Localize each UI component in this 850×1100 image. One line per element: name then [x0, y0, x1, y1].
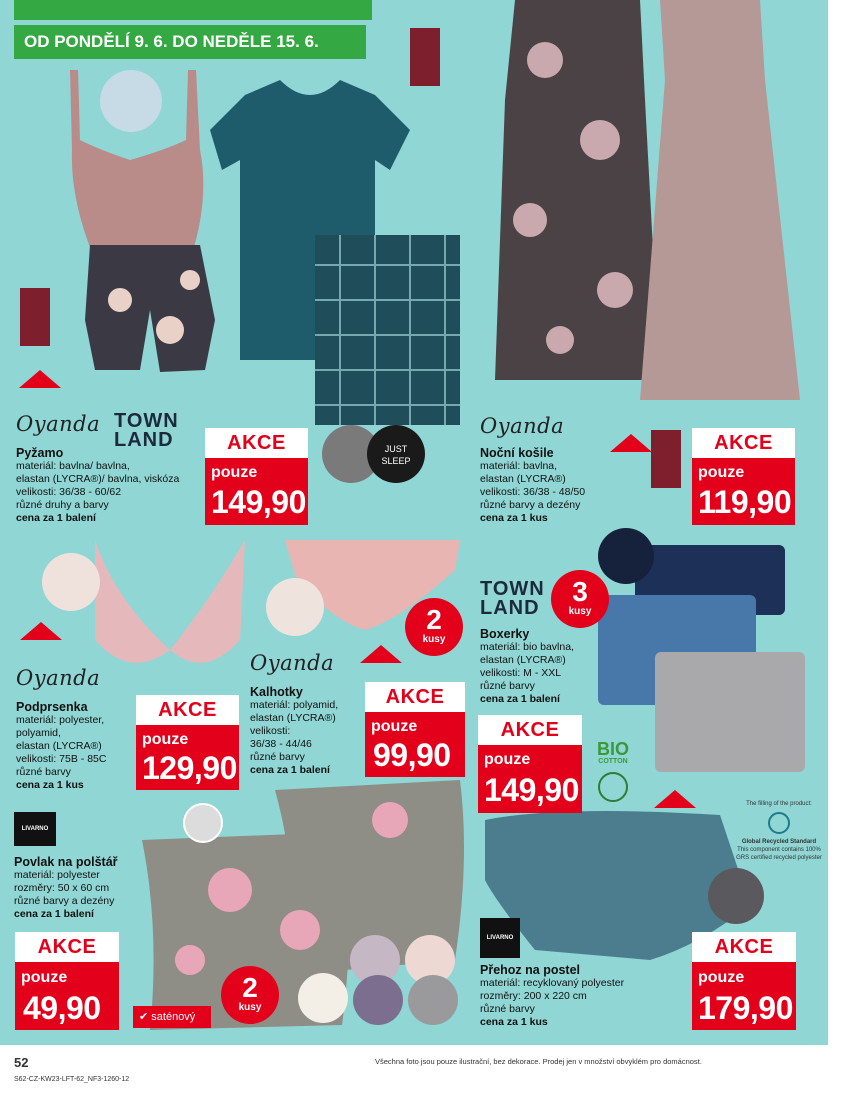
- akce-label: AKCE: [692, 428, 795, 458]
- product-unit: cena za 1 kus: [16, 779, 84, 791]
- brand-townland: TOWN LAND: [114, 410, 179, 451]
- badge-unit: kusy: [238, 1002, 262, 1013]
- product-desc-line: velikosti: 36/38 - 48/50: [480, 486, 586, 498]
- product-desc-line: elastan (LYCRA®): [480, 473, 566, 485]
- nightgown-pink-image: [640, 0, 800, 400]
- cotton-africa-logo: [20, 288, 50, 346]
- grs-name: Global Recycled Standard: [741, 839, 817, 845]
- bio-cotton-logo: [597, 740, 629, 765]
- product-desc-line: rozměry: 50 x 60 cm: [14, 882, 110, 894]
- saten-tag: [133, 1006, 211, 1028]
- price-value: 49,90: [23, 990, 101, 1026]
- product-desc-line: 36/38 - 44/46: [250, 738, 312, 750]
- badge-unit: kusy: [422, 634, 446, 645]
- price-box-podprsenka: [136, 695, 239, 790]
- product-title: Kalhotky: [250, 685, 303, 699]
- grs-intro: The filling of the product:: [746, 801, 812, 807]
- swatch-black-print: [367, 425, 425, 483]
- brand-oyanda: Oyanda: [480, 414, 565, 438]
- product-unit: cena za 1 balení: [480, 693, 560, 705]
- bio-cotton-line1: BIO: [597, 739, 630, 759]
- price-value: 149,90: [484, 772, 579, 808]
- price-value: 179,90: [698, 990, 793, 1026]
- akce-label: AKCE: [478, 715, 582, 745]
- pyjama-shorts-image: [85, 245, 215, 372]
- swatch-pillow-5: [408, 975, 458, 1025]
- price-value: 99,90: [373, 737, 451, 773]
- product-desc-line: materiál: bio bavlna,: [480, 641, 574, 653]
- date-range-banner: OD PONDĚLÍ 9. 6. DO NEDĚLE 15. 6.: [14, 25, 366, 59]
- brand-townland: TOWN LAND: [480, 578, 545, 619]
- badge-count: 2: [426, 604, 442, 635]
- grs-label: [735, 800, 823, 862]
- price-box-kalhotky: [365, 682, 465, 777]
- product-desc-line: různé barvy: [16, 766, 71, 778]
- product-info-nocni-kosile: [480, 446, 660, 525]
- akce-label: AKCE: [205, 428, 308, 458]
- pouze-label: pouze: [371, 718, 418, 735]
- swatch-pillow-3: [298, 973, 348, 1023]
- akce-label: AKCE: [15, 932, 119, 962]
- lycra-logo: [18, 620, 64, 642]
- pyjama-print-text: JUST: [384, 444, 408, 454]
- lycra-logo: [17, 368, 63, 390]
- product-title: Boxerky: [480, 627, 530, 641]
- page-number: 52: [14, 1055, 29, 1070]
- product-desc-line: elastan (LYCRA®): [480, 654, 566, 666]
- product-title: Noční košile: [480, 446, 554, 460]
- brand-oyanda: Oyanda: [16, 412, 101, 436]
- product-desc-line: elastan (LYCRA®)/ bavlna, viskóza: [16, 473, 180, 485]
- price-value: 119,90: [698, 484, 792, 520]
- price-box-prehoz: [692, 932, 796, 1030]
- nightgown-floral-image: [495, 0, 660, 380]
- saten-tag-label: saténový: [151, 1011, 196, 1023]
- product-title: Povlak na polštář: [14, 855, 118, 869]
- product-info-pyzamo: [16, 446, 226, 525]
- product-unit: cena za 1 balení: [16, 512, 96, 524]
- product-desc-line: velikosti:: [250, 725, 291, 737]
- akce-label: AKCE: [136, 695, 239, 725]
- product-desc-line: elastan (LYCRA®): [16, 740, 102, 752]
- product-desc-line: materiál: polyester: [14, 869, 100, 881]
- pouze-label: pouze: [21, 969, 68, 986]
- price-box-boxerky: [478, 715, 582, 813]
- product-desc-line: materiál: bavlna/ bavlna,: [16, 460, 130, 472]
- lycra-logo: [358, 643, 404, 665]
- product-desc-line: velikosti: 75B - 85C: [16, 753, 107, 765]
- product-title: Podprsenka: [16, 700, 88, 714]
- quantity-badge: [221, 966, 279, 1024]
- product-desc-line: velikosti: 36/38 - 60/62: [16, 486, 122, 498]
- product-desc-line: materiál: polyester,: [16, 714, 105, 726]
- grs-detail: This component contains 100% GRS certified recycled polyester: [736, 847, 822, 861]
- product-unit: cena za 1 kus: [480, 1016, 548, 1028]
- akce-label: AKCE: [365, 682, 465, 712]
- product-desc-line: různé barvy a dezény: [14, 895, 115, 907]
- brand-oyanda: Oyanda: [250, 651, 335, 675]
- bra-image: [95, 540, 245, 663]
- price-value: 149,90: [211, 484, 306, 520]
- product-info-podprsenka: [16, 700, 136, 792]
- washing-icon: [183, 803, 223, 843]
- pouze-label: pouze: [142, 731, 189, 748]
- swatch-bedspread-grey: [708, 868, 764, 924]
- badge-unit: kusy: [568, 606, 592, 617]
- badge-count: 3: [572, 576, 588, 607]
- product-title: Přehoz na postel: [480, 963, 581, 977]
- swatch-pillow-4: [353, 975, 403, 1025]
- plaid-shorts-image: [315, 235, 460, 425]
- price-box-pyzamo: [205, 428, 308, 525]
- product-unit: cena za 1 balení: [250, 764, 330, 776]
- product-desc-line: různé druhy a barvy: [16, 499, 109, 511]
- swatch-panties-cream: [266, 578, 324, 636]
- product-desc-line: polyamid,: [16, 727, 61, 739]
- akce-label: AKCE: [692, 932, 796, 962]
- bio-cotton-line2: COTTON: [598, 758, 628, 765]
- pyjama-print-text-2: SLEEP: [381, 456, 411, 466]
- product-desc-line: velikosti: M - XXL: [480, 667, 562, 679]
- boxer-grey-image: [655, 652, 805, 772]
- product-desc-line: materiál: polyamid,: [250, 699, 339, 711]
- product-desc-line: různé barvy a dezény: [480, 499, 581, 511]
- pouze-label: pouze: [698, 464, 745, 481]
- livarno-logo: LIVARNO: [14, 812, 56, 846]
- swatch-pyjama-print: [100, 70, 162, 132]
- product-info-prehoz: [480, 963, 690, 1029]
- quantity-badge: [405, 598, 463, 656]
- price-value: 129,90: [142, 750, 237, 786]
- swatch-boxer-navy: [598, 528, 654, 584]
- price-box-nocni-kosile: [692, 428, 795, 525]
- footer-disclaimer: Všechna foto jsou pouze ilustrační, bez dekorace. Prodej jen v množství obvyklém pro domácnost.: [375, 1057, 702, 1066]
- cotton-africa-logo: [410, 28, 440, 86]
- product-unit: cena za 1 kus: [480, 512, 548, 524]
- product-desc-line: elastan (LYCRA®): [250, 712, 336, 724]
- pouze-label: pouze: [698, 969, 745, 986]
- organic-standard-logo: [598, 772, 628, 802]
- check-icon: ✔: [139, 1011, 149, 1023]
- product-info-boxerky: [480, 627, 600, 706]
- footer-code: S62-CZ-KW23-LFT-62_NF3-1260-12: [14, 1076, 130, 1083]
- lycra-logo: [652, 788, 698, 810]
- swatch-bra-cream: [42, 553, 100, 611]
- product-unit: cena za 1 balení: [14, 908, 94, 920]
- product-title: Pyžamo: [16, 446, 64, 460]
- product-info-kalhotky: [250, 685, 365, 777]
- pouze-label: pouze: [484, 751, 531, 768]
- product-desc-line: materiál: recyklovaný polyester: [480, 977, 625, 989]
- product-desc-line: různé barvy: [480, 1003, 535, 1015]
- product-desc-line: různé barvy: [250, 751, 305, 763]
- price-box-povlak: [15, 932, 119, 1030]
- pouze-label: pouze: [211, 464, 258, 481]
- badge-count: 2: [242, 972, 258, 1003]
- product-desc-line: různé barvy: [480, 680, 535, 692]
- livarno-logo: LIVARNO: [480, 918, 520, 958]
- quantity-badge: [551, 570, 609, 628]
- product-desc-line: materiál: bavlna,: [480, 460, 558, 472]
- product-desc-line: rozměry: 200 x 220 cm: [480, 990, 587, 1002]
- grs-logo: [768, 812, 790, 834]
- brand-oyanda: Oyanda: [16, 666, 101, 690]
- product-info-povlak: [14, 855, 144, 921]
